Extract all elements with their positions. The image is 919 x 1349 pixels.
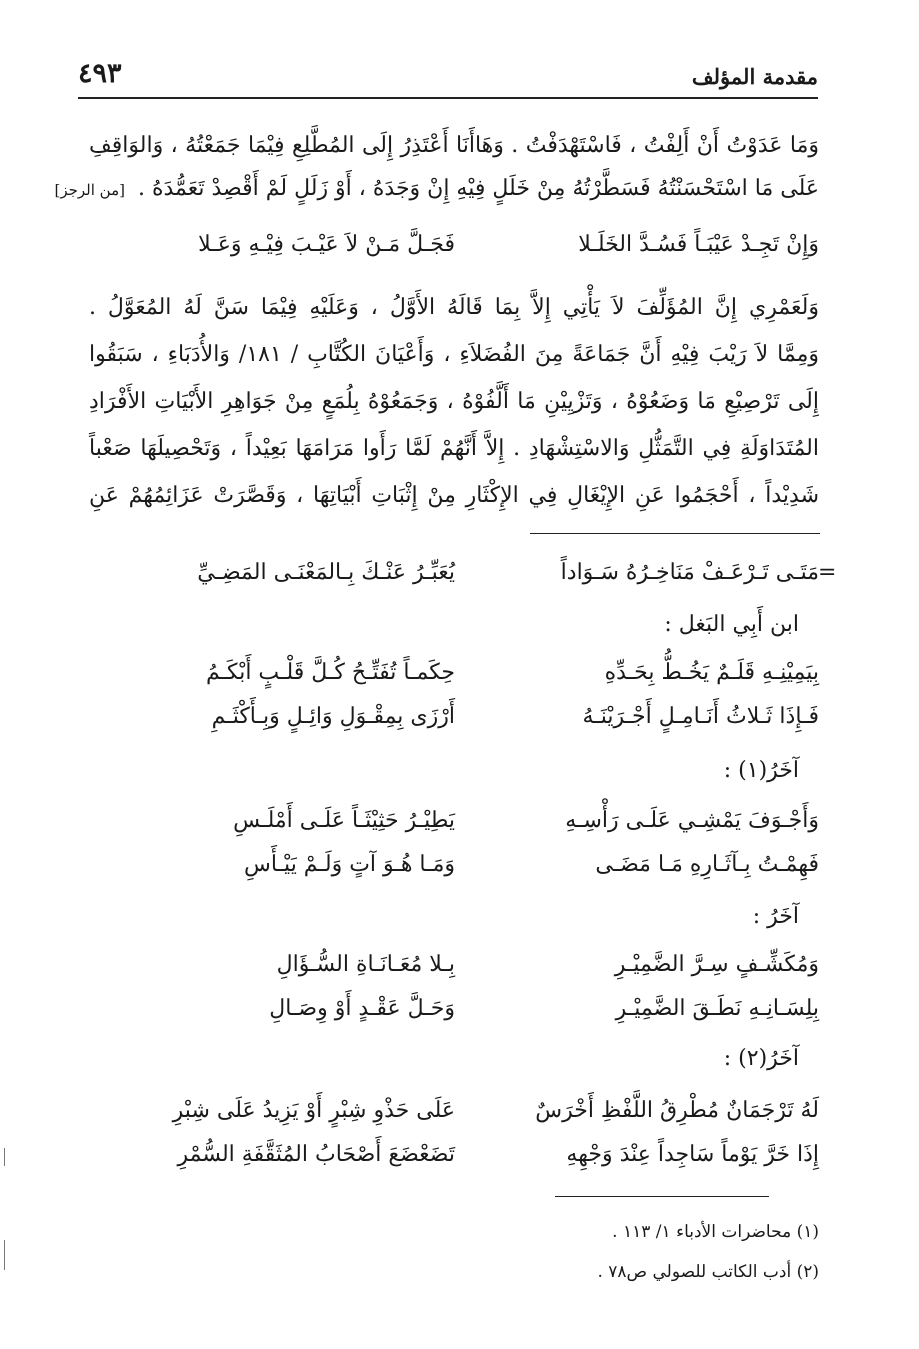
verse-hemistich-right: إِذَا خَرَّ يَوْماً سَاجِداً عِنْدَ وَجْهِهِ — [566, 1142, 819, 1167]
poet-heading: آخَرُ(٢) : — [723, 1046, 799, 1071]
verse-hemistich-right: فَـإِذَا ثَـلاثُ أَنَـامِـلٍ أَجْـرَيْنَـهُ — [582, 704, 819, 729]
verse-hemistich-left: فَجَـلَّ مَـنْ لاَ عَيْـبَ فِيْـهِ وَعَـلا — [198, 232, 455, 257]
poet-heading: آخَرُ : — [752, 904, 799, 929]
scan-margin-mark — [4, 1148, 5, 1166]
body-line: إِلَى تَرْصِيْعِ مَا وَضَعُوْهُ ، وَتَزْيِيْنِ مَا أَلَّفُوْهُ ، وَجَمَعُوْهُ بِلُمَعٍ مِنْ جَوَاهِرِ الأَبْيَاتِ الأَفْرَادِ — [89, 389, 819, 414]
running-title: مقدمة المؤلف — [691, 64, 818, 89]
footnote: (٢) أدب الكاتب للصولي ص٧٨ . — [597, 1262, 819, 1282]
meter-note: [من الرجز] — [54, 181, 125, 199]
continuation-mark: = — [818, 560, 837, 585]
body-line-with-meter — [54, 176, 819, 201]
body-line: وَلَعَمْرِي إِنَّ المُؤَلِّفَ لاَ يَأْتِي إِلاَّ بِمَا قَالَهُ الأَوَّلُ ، وَعَلَيْهِ فِيْمَا سَنَّ لَهُ المُعَوَّلُ . — [89, 295, 819, 320]
verse-hemistich-left: وَمَـا هُـوَ آتٍ وَلَـمْ يَيْـأَسِ — [244, 852, 455, 877]
body-line: وَمِمَّا لاَ رَيْبَ فِيْهِ أَنَّ جَمَاعَةً مِنَ الفُضَلاَءِ ، وَأَعْيَانَ الكُتَّابِ / ١٨١/ وَالأُدَبَاءِ ، سَبَقُوا — [89, 342, 820, 367]
verse-hemistich-left: وَحَـلَّ عَقْـدٍ أَوْ وِصَـالِ — [269, 996, 455, 1021]
verse-hemistich-left: يُعَبِّـرُ عَنْـكَ بِـالمَعْنَـى المَضِـيِّ — [197, 560, 455, 585]
verse-hemistich-right: فَهِمْـتُ بِـآثَـارِهِ مَـا مَضَـى — [595, 852, 819, 877]
body-line: وَمَا عَدَوْتُ أَنْ أَلِفْتُ ، فَاسْتَهْدَفْتُ . وَهَاأَنَا أَعْتَذِرُ إِلَى المُطَّلِعِ فِيْمَا جَمَعْتُهُ ، وَالوَاقِفِ — [89, 133, 819, 158]
verse-hemistich-right: وَإِنْ تَجِـدْ عَيْبَـاً فَسُـدَّ الخَلَـلا — [578, 232, 819, 257]
verse-hemistich-left: بِـلا مُعَـانَـاةِ السُّـؤَالِ — [276, 952, 455, 977]
verse-hemistich-left: حِكَمـاً تُفَتِّـحُ كُـلَّ قَلْـبٍ أَبْكَـمُ — [205, 660, 455, 685]
header-rule — [78, 97, 818, 99]
verse-hemistich-right: وَمُكَشِّـفٍ سِـرَّ الضَّمِيْـرِ — [614, 952, 819, 977]
body-line: شَدِيْداً ، أَحْجَمُوا عَنِ الإِيْغَالِ فِي الإِكْثَارِ مِنْ إِثْبَاتِ أَبْيَاتِهَا ، وَقَصَّرَتْ عَزَائِمُهُمْ عَنِ — [89, 483, 819, 508]
verse-hemistich-left: تَضَعْضَعَ أَصْحَابُ المُثَقَّفَةِ السُّمْرِ — [177, 1142, 455, 1167]
scan-margin-mark — [4, 1240, 5, 1270]
footnote-separator — [530, 533, 820, 534]
body-line: المُتَدَاوَلَةِ فِي التَّمَثُّلِ وَالاسْتِشْهَادِ . إِلاَّ أَنَّهُمْ لَمَّا رَأَوا مَرَامَهَا بَعِيْداً ، وَتَحْصِيلَهَا صَعْباً — [89, 436, 819, 461]
verse-hemistich-left: يَطِيْـرُ حَثِيْثَـاً عَلَـى أَمْلَـسِ — [233, 808, 455, 833]
body-line: عَلَى مَا اسْتَحْسَنْتُهُ فَسَطَّرْتُهُ مِنْ خَلَلٍ فِيْهِ إِنْ وَجَدَهُ ، أَوْ زَلَلٍ لَمْ أَقْصِدْ تَعَمُّدَهُ . — [137, 176, 819, 201]
verse-hemistich-left: عَلَى حَذْوِ شِبْرٍ أَوْ يَزِيدُ عَلَى شِبْرِ — [172, 1098, 455, 1123]
poet-heading: ابن أَبِي البَغل : — [664, 612, 799, 637]
verse-hemistich-right: وَأَجْـوَفَ يَمْشِـي عَلَـى رَأْسِـهِ — [565, 808, 819, 833]
verse-hemistich-right: بِلِسَـانِـهِ نَطَـقَ الضَّمِيْـرِ — [615, 996, 819, 1021]
verse-hemistich-left: أَرْزَى بِمِقْـوَلِ وَائِـلٍ وَبِـأَكْثَـمِ — [211, 704, 455, 729]
page-header — [78, 56, 818, 96]
poet-heading: آخَرُ(١) : — [723, 758, 799, 783]
footnote: (١) محاضرات الأدباء ١/ ١١٣ . — [612, 1222, 819, 1242]
verse-hemistich-right: لَهُ تَرْجَمَانٌ مُطْرِقُ اللَّفْظِ أَخْرَسٌ — [535, 1098, 819, 1123]
verse-hemistich-right: بِيَمِيْنِـهِ قَلَـمٌ يَخُـطُّ بِحَـدِّهِ — [604, 660, 819, 685]
verse-hemistich-right: مَتَـى تَـرْعَـفْ مَنَاخِـرُهُ سَـوَاداً — [560, 560, 819, 585]
page-number: ٤٩٣ — [78, 58, 122, 89]
footnotes-separator — [555, 1196, 769, 1197]
